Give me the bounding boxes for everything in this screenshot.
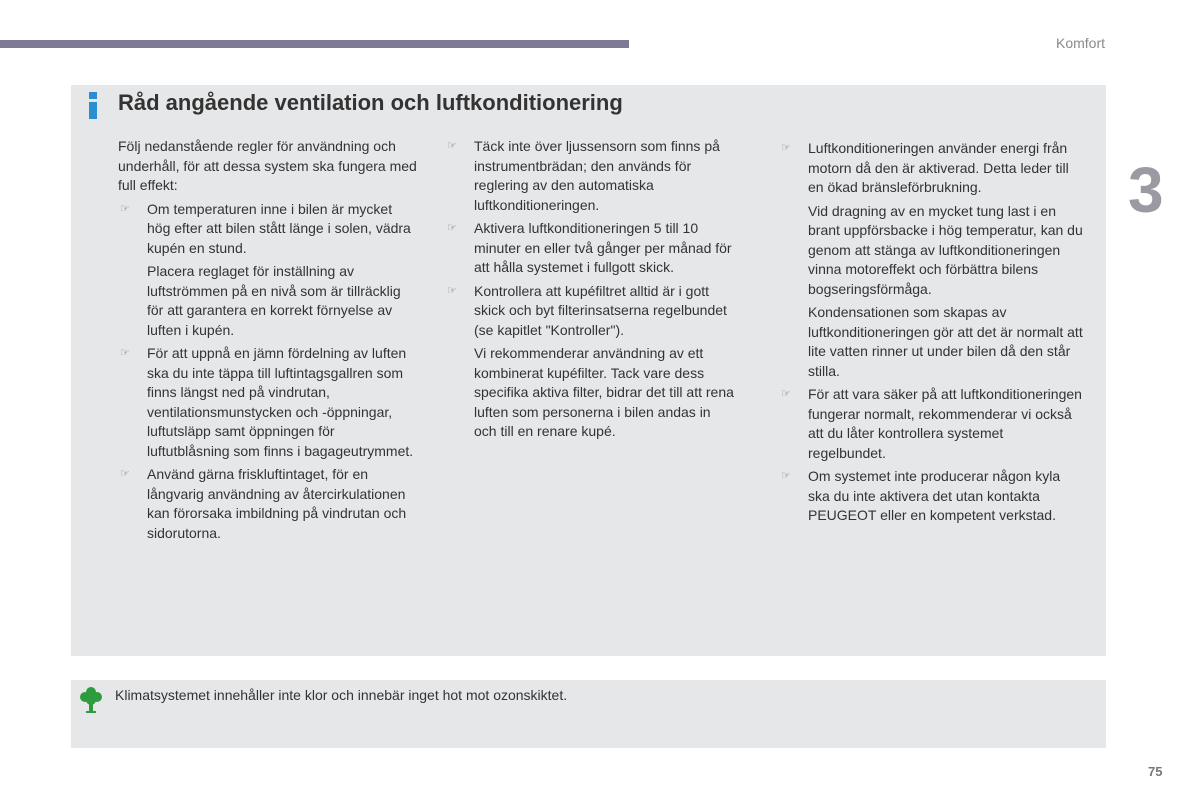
bullet-icon: ☞ <box>781 388 791 400</box>
bullet-icon: ☞ <box>447 284 457 297</box>
bullet-icon: ☞ <box>781 142 791 154</box>
bullet-icon: ☞ <box>781 470 791 482</box>
list-item: ☞ Om systemet inte producerar någon kyla ska du inte aktivera det utan kontakta PEUGEOT eller en kompetent verkstad. <box>781 468 1061 523</box>
list-item: ☞ För att uppnå en jämn fördelning av luften ska du inte täppa till luftintagsgallren som finns längst ned på vindrutan, ventilationsmunstycken och -öppningar, luftutsläpp samt öppningen för luftutblåsning som finns i bagageutrymmet. <box>120 345 414 459</box>
intro-text: Följ nedanstående regler för användning och underhåll, för att dessa system ska fungera med full effekt: <box>118 138 417 193</box>
column-2 <box>445 137 735 446</box>
list-item: ☞ Använd gärna friskluftintaget, för en långvarig användning av återcirkulationen kan förorsaka imbildning på vindrutan och sidorutorna. <box>120 466 407 541</box>
column-3 <box>779 139 1084 530</box>
list-item: ☞ För att vara säker på att luftkonditioneringen fungerar normalt, rekommenderar vi också att du låter kontrollera systemet regelbundet. <box>781 386 1082 461</box>
section-title: Komfort <box>1055 35 1105 51</box>
chapter-number: 3 <box>1128 154 1164 226</box>
list-item: ☞ Luftkonditioneringen använder energi från motorn då den är aktiverad. Detta leder till en ökad bränsleförbrukning. Vid dragning av en mycket tung last i en brant uppförsbacke i hög temperatur, kan du genom att stänga av luftkonditioneringen vinna motoreffekt och förbättra bilens bogseringsförmåga. Kondensationen som skapas av luftkonditioneringen gör att det är normalt att lite vatten rinner ut under bilen då den står stilla. <box>781 140 1083 379</box>
bullet-icon: ☞ <box>120 347 130 359</box>
list-item: ☞ Om temperaturen inne i bilen är mycket hög efter att bilen stått länge i solen, vädra kupén en stund. Placera reglaget för inställning av luftströmmen på en nivå som är tillräcklig för att garantera en korrekt förnyelse av luften i kupén. <box>120 200 411 338</box>
header-accent-bar <box>0 40 629 48</box>
bullet-icon: ☞ <box>120 468 130 480</box>
tree-icon <box>80 686 102 714</box>
bullet-icon: ☞ <box>447 222 457 234</box>
info-box-title: Råd angående ventilation och luftkonditionering <box>118 90 623 115</box>
list-item: ☞ Aktivera luftkonditioneringen 5 till 10 minuter en eller två gånger per månad för att hålla systemet i fullgott skick. <box>447 220 732 275</box>
list-item: ☞ Täck inte över ljussensorn som finns på instrumentbrädan; den används för reglering av den automatiska luftkonditioneringen. <box>447 138 720 213</box>
column-1 <box>118 137 418 547</box>
page-number: 75 <box>1148 764 1163 779</box>
bullet-icon: ☞ <box>120 202 130 215</box>
bullet-icon: ☞ <box>447 140 457 152</box>
info-icon <box>88 92 98 119</box>
eco-note-text: Klimatsystemet innehåller inte klor och innebär inget hot mot ozonskiktet. <box>115 687 568 703</box>
list-item: ☞ Kontrollera att kupéfiltret alltid är i gott skick och byt filterinsatserna regelbundet (se kapitlet "Kontroller"). Vi rekommenderar användning av ett kombinerat kupéfilter. Tack vare dess specifika aktiva filter, bidrar det till att rena luften som personerna i bilen andas in och till en renare kupé. <box>447 282 734 439</box>
